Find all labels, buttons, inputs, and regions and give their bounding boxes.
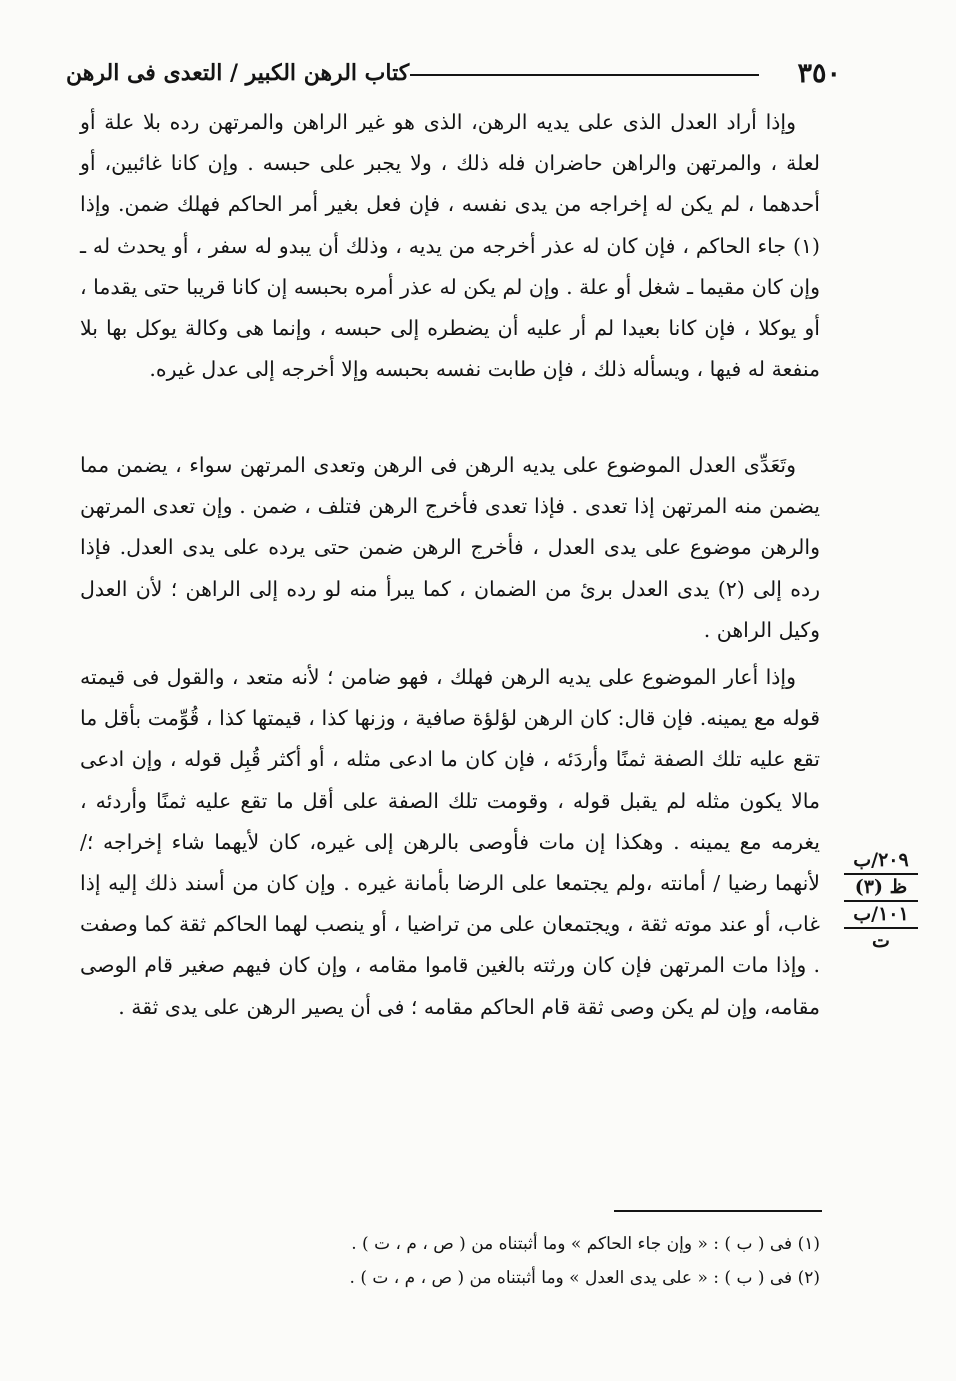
folio-ref: ١٠١/ب [844, 902, 918, 929]
body-text [80, 102, 820, 1077]
footnote: (١) فى ( ب ) : « وإن جاء الحاكم » وما أثبتناه من ( ص ، م ، ت ) . [351, 1234, 820, 1254]
footnotes [320, 1227, 820, 1295]
page-number: ٣٥٠ [797, 58, 841, 89]
footnote-rule [614, 1210, 822, 1212]
paragraph-text: وتَعَدِّى العدل الموضوع على يديه الرهن فى الرهن وتعدى المرتهن سواء ، يضمن مما يضمن منه المرتهن إذا تعدى . فإذا تعدى فأخرج الرهن فتلف ، ضمن . وإن تعدى المرتهن والرهن موضوع على يدى العدل ، فأخرج الرهن ضمن حتى يرده على يدى العدل. فإذا رده إلى (٢) يدى العدل برئ من الضمان ، كما يبرأ منه لو رده إلى الراهن ؛ لأن العدل وكيل الراهن . [80, 453, 821, 642]
manuscript-folio-note [844, 848, 918, 954]
paragraph-text: وإذا أعار الموضوع على يديه الرهن فهلك ، فهو ضامن ؛ لأنه متعد ، والقول فى قيمته قوله مع يمينه. فإن قال: كان الرهن لؤلؤة صافية ، وزنها كذا ، قيمتها كذا ، قُوِّمت بأقل ما تقع عليه تلك الصفة ثمنًا وأردَئه ، فإن كان ما ادعى مثله ، أو أكثر قُبِل قوله ، وإن ادعى مالا يكون مثله لم يقبل قوله ، وقومت تلك الصفة على أقل ما تقع عليه ثمنًا وأردئه ، يغرمه مع يمينه . وهكذا إن مات فأوصى بالرهن إلى غيره، كان لأيهما شاء إخراجه ؛/ لأنهما رضيا / أمانته ،ولم يجتمعا على الرضا بأمانة غيره . وإن كان من أسند ذلك إليه إذا غاب، أو عند موته ثقة ، ويجتمعان على من تراضيا ، أو ينصب لهما الحاكم ثقة كما وصفت . وإذا مات المرتهن فإن كان ورثته بالغين قاموا مقامه ، وإن كان فيهم صغير قام الوصى مقامه، وإن لم يكن وصى ثقة قام الحاكم مقامه ؛ فى أن يصير الرهن على يدى ثقة . [80, 665, 820, 1019]
folio-ref: ٢٠٩/ب [844, 848, 918, 875]
folio-ref: ظ (٣) [844, 875, 918, 902]
running-title: كتاب الرهن الكبير / التعدى فى الرهن [66, 60, 410, 86]
paragraph [80, 102, 820, 433]
paragraph-text: وإذا أراد العدل الذى على يديه الرهن، الذى هو غير الراهن والمرتهن رده بلا علة أو لعلة ، والمرتهن والراهن حاضران فله ذلك ، ولا يجبر على حبسه . وإن كانا غائبين، أو أحدهما ، لم يكن له إخراجه من يدى نفسه ، فإن فعل بغير أمر الحاكم فهلك ضمن. وإذا (١) جاء الحاكم ، فإن كان له عذر أخرجه من يديه ، وذلك أن يبدو له سفر ، أو يحدث له ـ وإن كان مقيما ـ شغل أو علة . وإن لم يكن له عذر أمره بحبسه إن كانا قريبا حتى يقدما ، أو يوكلا ، فإن كانا بعيدا لم أر عليه أن يضطره إلى حبسه ، وإنما هى وكالة يوكل بها بلا منفعة له فيها ، ويسأله ذلك ، فإن طابت نفسه بحبسه وإلا أخرجه إلى عدل غيره. [80, 110, 820, 382]
paragraph [80, 445, 820, 641]
footnote: (٢) فى ( ب ) : « على يدى العدل » وما أثبتناه من ( ص ، م ، ت ) . [349, 1268, 820, 1288]
page-header [66, 58, 841, 92]
folio-ref: ت [872, 930, 890, 952]
paragraph [80, 657, 820, 1077]
header-rule [410, 74, 759, 76]
